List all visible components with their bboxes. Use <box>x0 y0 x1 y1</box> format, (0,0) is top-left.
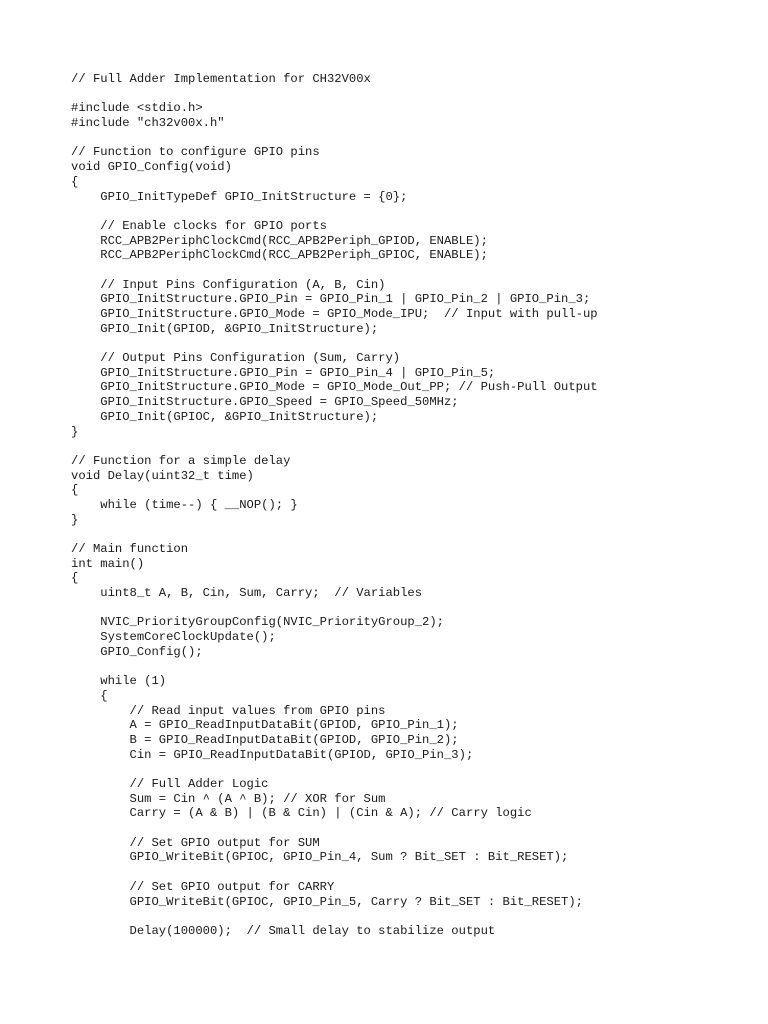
code-line: void Delay(uint32_t time) <box>71 468 254 483</box>
code-line: // Output Pins Configuration (Sum, Carry) <box>71 351 401 366</box>
code-line: GPIO_InitTypeDef GPIO_InitStructure = {0}; <box>71 189 408 204</box>
code-line: NVIC_PriorityGroupConfig(NVIC_PriorityGroup_2); <box>71 615 444 630</box>
code-line: // Read input values from GPIO pins <box>71 703 386 718</box>
code-listing <box>71 72 598 939</box>
code-line: // Set GPIO output for CARRY <box>71 879 335 894</box>
code-line: // Function for a simple delay <box>71 453 291 468</box>
code-line: while (time--) { __NOP(); } <box>71 497 298 512</box>
code-line: GPIO_Init(GPIOC, &GPIO_InitStructure); <box>71 409 379 424</box>
code-line: GPIO_WriteBit(GPIOC, GPIO_Pin_5, Carry ? Bit_SET : Bit_RESET); <box>71 894 583 909</box>
blank-line <box>71 336 598 351</box>
code-line: int main() <box>71 556 145 571</box>
code-line: Carry = (A & B) | (B & Cin) | (Cin & A); // Carry logic <box>71 806 532 821</box>
code-line: // Input Pins Configuration (A, B, Cin) <box>71 277 386 292</box>
code-line: while (1) <box>71 674 167 689</box>
code-line: Cin = GPIO_ReadInputDataBit(GPIOD, GPIO_Pin_3); <box>71 747 474 762</box>
blank-line <box>71 909 598 924</box>
code-line: { <box>71 688 108 703</box>
blank-line <box>71 87 598 102</box>
code-line: GPIO_InitStructure.GPIO_Mode = GPIO_Mode_Out_PP; // Push-Pull Output <box>71 380 598 395</box>
code-line: } <box>71 512 79 527</box>
code-line: #include <stdio.h> <box>71 101 203 116</box>
code-line: GPIO_InitStructure.GPIO_Pin = GPIO_Pin_4 | GPIO_Pin_5; <box>71 365 496 380</box>
code-line: { <box>71 483 79 498</box>
code-line: { <box>71 174 79 189</box>
blank-line <box>71 527 598 542</box>
code-line: GPIO_WriteBit(GPIOC, GPIO_Pin_4, Sum ? Bit_SET : Bit_RESET); <box>71 850 569 865</box>
code-line: GPIO_Init(GPIOD, &GPIO_InitStructure); <box>71 321 379 336</box>
code-line: { <box>71 571 79 586</box>
code-line: Sum = Cin ^ (A ^ B); // XOR for Sum <box>71 791 386 806</box>
code-line: uint8_t A, B, Cin, Sum, Carry; // Variables <box>71 586 423 601</box>
code-line: } <box>71 424 79 439</box>
code-line: // Full Adder Logic <box>71 777 269 791</box>
code-line: RCC_APB2PeriphClockCmd(RCC_APB2Periph_GPIOD, ENABLE); <box>71 233 488 248</box>
code-line: B = GPIO_ReadInputDataBit(GPIOD, GPIO_Pin_2); <box>71 732 459 747</box>
blank-line <box>71 439 598 454</box>
code-line: SystemCoreClockUpdate(); <box>71 630 276 645</box>
code-line: GPIO_Config(); <box>71 644 203 659</box>
blank-line <box>71 865 598 880</box>
blank-line <box>71 821 598 836</box>
code-line: GPIO_InitStructure.GPIO_Speed = GPIO_Speed_50MHz; <box>71 395 459 410</box>
blank-line <box>71 204 598 219</box>
code-line: // Enable clocks for GPIO ports <box>71 218 327 233</box>
blank-line <box>71 131 598 146</box>
blank-line <box>71 601 598 616</box>
code-line: // Function to configure GPIO pins <box>71 145 320 160</box>
blank-line <box>71 263 598 278</box>
code-line: A = GPIO_ReadInputDataBit(GPIOD, GPIO_Pin_1); <box>71 718 459 733</box>
code-line: void GPIO_Config(void) <box>71 160 232 175</box>
blank-line <box>71 660 598 675</box>
code-line: #include "ch32v00x.h" <box>71 116 225 131</box>
code-line: Delay(100000); // Small delay to stabilize output <box>71 923 496 938</box>
code-line: // Set GPIO output for SUM <box>71 835 320 850</box>
code-line: // Main function <box>71 542 189 556</box>
code-line: GPIO_InitStructure.GPIO_Mode = GPIO_Mode_IPU; // Input with pull-up <box>71 307 598 321</box>
code-line: GPIO_InitStructure.GPIO_Pin = GPIO_Pin_1 | GPIO_Pin_2 | GPIO_Pin_3; <box>71 292 591 307</box>
code-line: // Full Adder Implementation for CH32V00x <box>71 72 371 86</box>
code-line: RCC_APB2PeriphClockCmd(RCC_APB2Periph_GPIOC, ENABLE); <box>71 248 488 263</box>
blank-line <box>71 762 598 777</box>
